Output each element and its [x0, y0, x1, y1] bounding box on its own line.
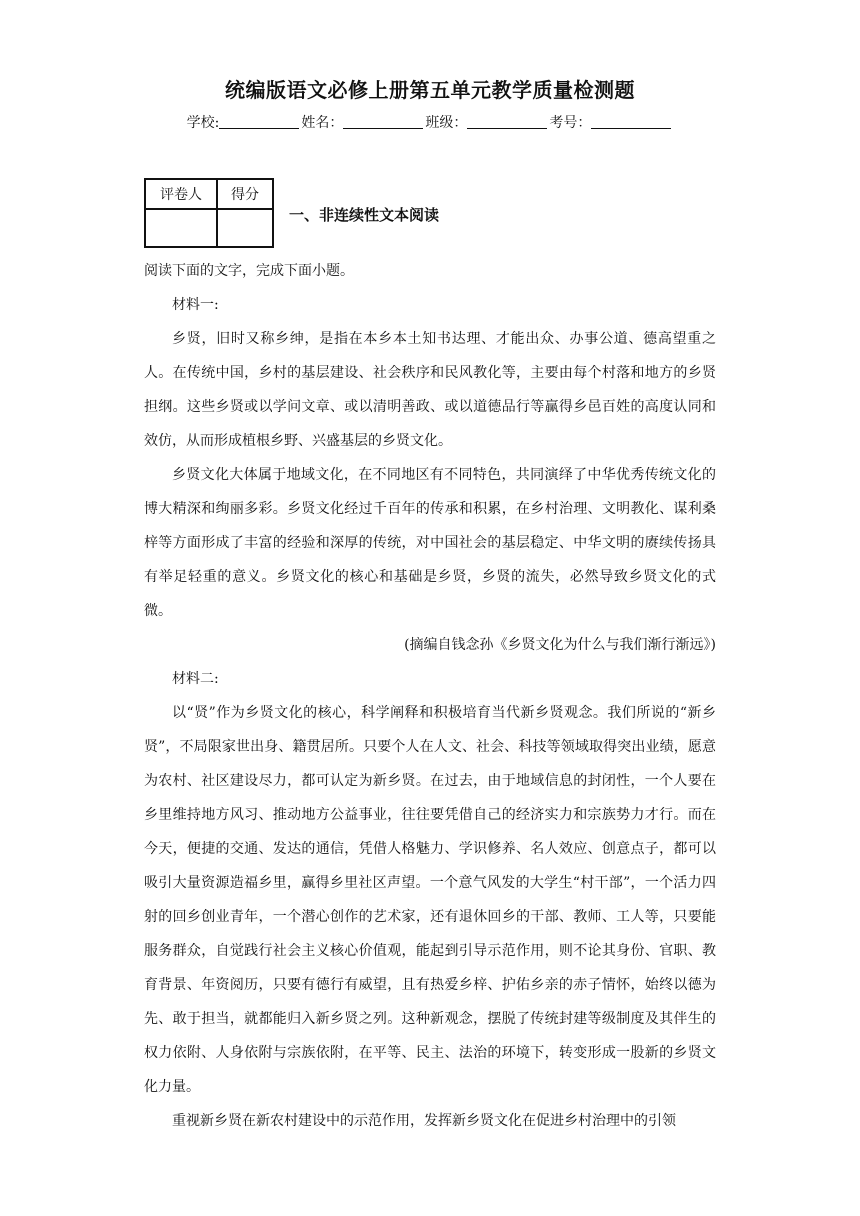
material-one-paragraph-2: 乡贤文化大体属于地域文化，在不同地区有不同特色，共同演绎了中华优秀传统文化的博大精深和绚丽多彩。乡贤文化经过千百年的传承和积累，在乡村治理、文明教化、谋利桑梓等方面形成了丰富的经验和深厚的传统，对中国社会的基层稳定、中华文明的赓续传扬具有举足轻重的意义。乡贤文化的核心和基础是乡贤，乡贤的流失，必然导致乡贤文化的式微。	[144, 467, 716, 619]
document-title: 统编版语文必修上册第五单元教学质量检测题	[225, 78, 635, 102]
name-blank[interactable]	[343, 113, 423, 129]
instruction: 阅读下面的文字，完成下面小题。	[144, 263, 354, 279]
material-two-label: 材料二:	[172, 671, 219, 687]
material-two-paragraph-1: 以“贤”作为乡贤文化的核心，科学阐释和积极培育当代新乡贤观念。我们所说的“新乡贤”，不局限家世出身、籍贯居所。只要个人在人文、社会、科技等领域取得突出业绩，愿意为农村、社区建设尽力，都可认定为新乡贤。在过去，由于地域信息的封闭性，一个人要在乡里维持地方风习、推动地方公益事业，往往要凭借自己的经济实力和宗族势力才行。而在今天，便捷的交通、发达的通信，凭借人格魅力、学识修养、名人效应、创意点子，都可以吸引大量资源造福乡里，赢得乡里社区声望。一个意气风发的大学生“村干部”，一个活力四射的回乡创业青年，一个潜心创作的艺术家，还有退休回乡的干部、教师、工人等，只要能服务群众，自觉践行社会主义核心价值观，能起到引导示范作用，则不论其身份、官职、教育背景、年资阅历，只要有德行有威望，且有热爱乡梓、护佑乡亲的赤子情怀，始终以德为先、敢于担当，就都能归入新乡贤之列。这种新观念，摆脱了传统封建等级制度及其伴生的权力依附、人身依附与宗族依附，在平等、民主、法治的环境下，转变形成一股新的乡贤文化力量。	[144, 705, 716, 1095]
class-blank[interactable]	[467, 113, 547, 129]
reading-passage	[144, 254, 716, 1138]
grader-header: 评卷人	[145, 179, 217, 209]
score-table	[144, 178, 274, 248]
material-one-source: (摘编自钱念孙《乡贤文化为什么与我们渐行渐远》)	[404, 637, 716, 653]
exam-number-blank[interactable]	[591, 113, 671, 129]
name-label: 姓名：	[301, 115, 344, 131]
section-title: 一、非连续性文本阅读	[289, 206, 440, 224]
exam-number-label: 考号：	[549, 115, 592, 131]
material-one-paragraph-1: 乡贤，旧时又称乡绅，是指在本乡本土知书达理、才能出众、办事公道、德高望重之人。在传统中国，乡村的基层建设、社会秩序和民风教化等，主要由每个村落和地方的乡贤担纲。这些乡贤或以学问文章、或以清明善政、或以道德品行等赢得乡邑百姓的高度认同和效仿，从而形成植根乡野、兴盛基层的乡贤文化。	[144, 331, 716, 449]
score-header: 得分	[217, 179, 273, 209]
school-label: 学校:	[186, 115, 220, 131]
student-info-line	[0, 112, 860, 132]
school-blank[interactable]	[219, 113, 299, 129]
grader-cell	[145, 209, 217, 247]
material-one-label: 材料一:	[172, 297, 219, 313]
class-label: 班级：	[425, 115, 468, 131]
score-cell	[217, 209, 273, 247]
material-two-paragraph-2: 重视新乡贤在新农村建设中的示范作用，发挥新乡贤文化在促进乡村治理中的引领	[172, 1113, 676, 1129]
